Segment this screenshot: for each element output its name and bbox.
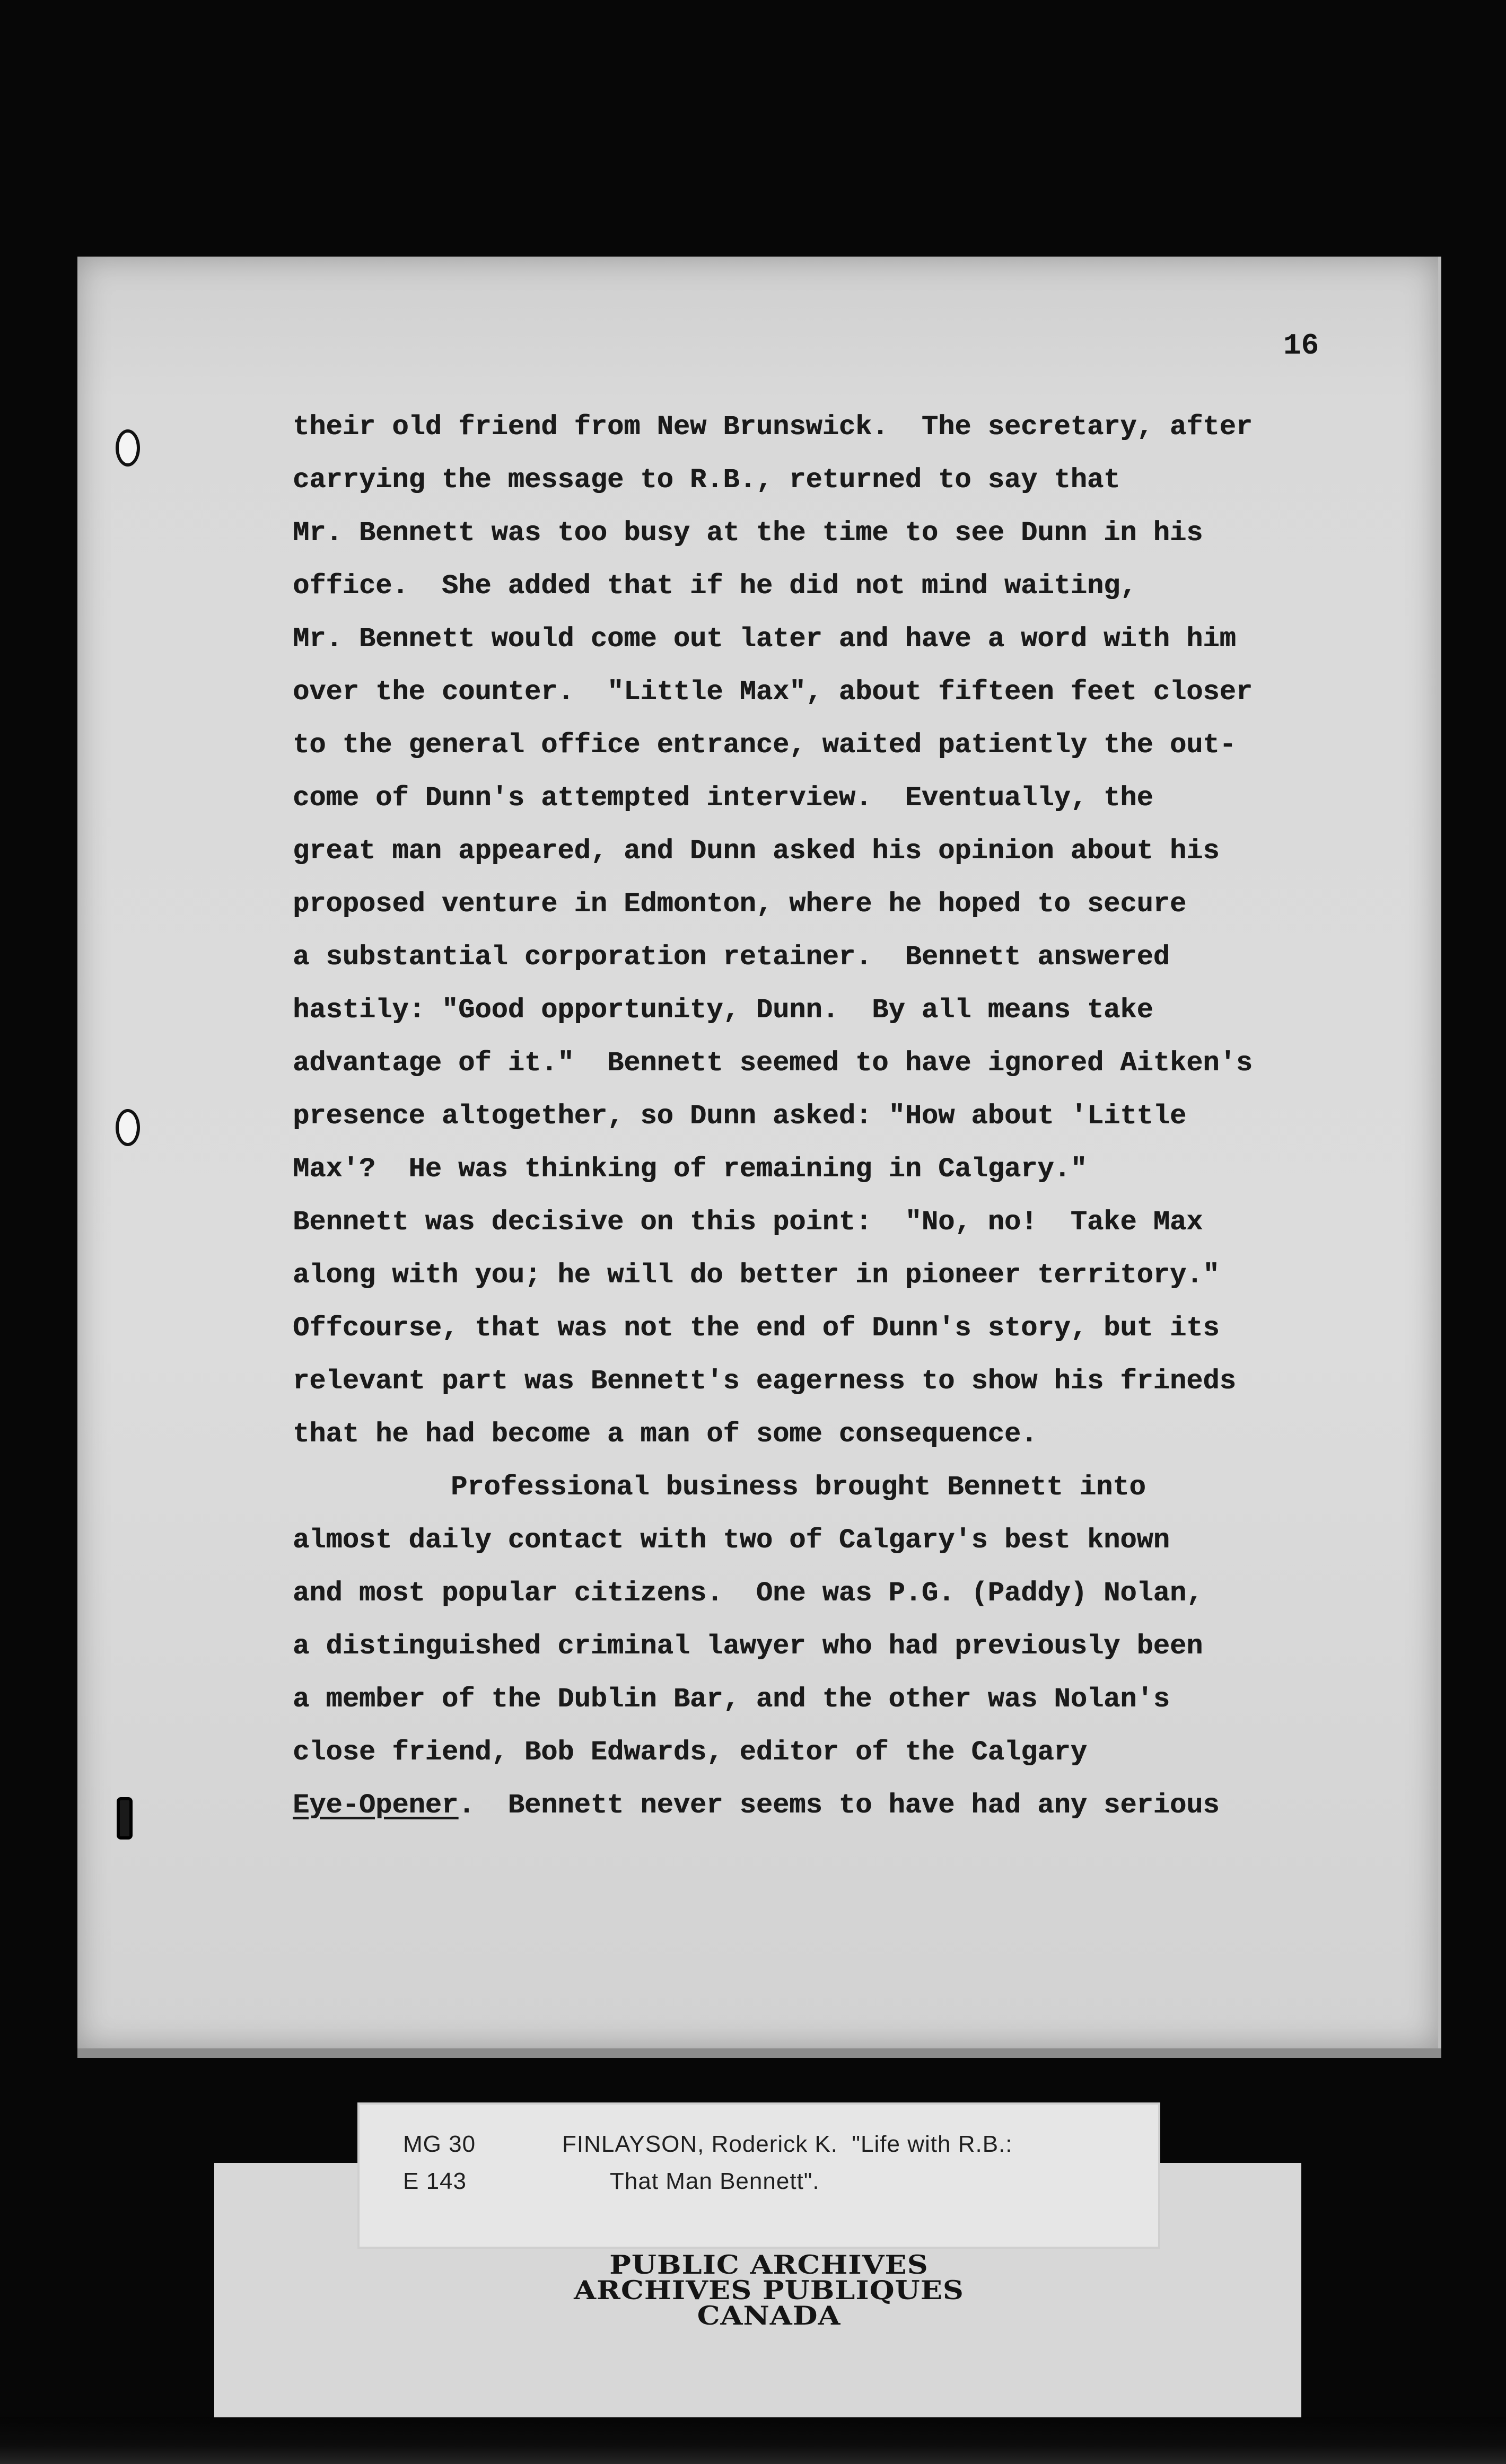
punch-hole-icon [116, 1109, 140, 1146]
text-line [293, 1790, 1220, 1821]
text-line: great man appeared, and Dunn asked his opinion about his [293, 835, 1220, 867]
text-line: presence altogether, so Dunn asked: "How about 'Little [293, 1101, 1187, 1132]
text-line: come of Dunn's attempted interview. Eventually, the [293, 782, 1153, 814]
text-line: Mr. Bennett would come out later and have a word with him [293, 623, 1236, 655]
text-line: carrying the message to R.B., returned to say that [293, 464, 1120, 496]
text-line: relevant part was Bennett's eagerness to show his frineds [293, 1366, 1236, 1397]
paragraph-first-line: Professional business brought Bennett into [451, 1472, 1146, 1503]
text-line: over the counter. "Little Max", about fifteen feet closer [293, 676, 1253, 708]
text-line: and most popular citizens. One was P.G. (Paddy) Nolan, [293, 1578, 1203, 1609]
stamp-line-2: ARCHIVES PUBLIQUES [574, 2275, 964, 2305]
punch-hole-icon [116, 429, 140, 467]
text-line: office. She added that if he did not mind waiting, [293, 570, 1137, 602]
text-line: Bennett was decisive on this point: "No, no! Take Max [293, 1207, 1203, 1238]
text-line: Offcourse, that was not the end of Dunn's story, but its [293, 1313, 1220, 1344]
volume-number: E 143 [403, 2168, 467, 2194]
text-line: a distinguished criminal lawyer who had previously been [293, 1631, 1203, 1662]
text-line: almost daily contact with two of Calgary's best known [293, 1525, 1170, 1556]
text-line: that he had become a man of some consequence. [293, 1419, 1038, 1450]
fonds-number: MG 30 [403, 2131, 476, 2157]
film-edge [0, 2417, 1506, 2464]
text-line: close friend, Bob Edwards, editor of the Calgary [293, 1737, 1087, 1768]
citation-line-1: FINLAYSON, Roderick K. "Life with R.B.: [562, 2131, 1013, 2157]
publication-title: Eye-Opener [293, 1790, 459, 1821]
text-line-rest: . Bennett never seems to have had any serious [458, 1790, 1220, 1821]
page-bottom-edge [77, 2048, 1441, 2058]
text-line: proposed venture in Edmonton, where he hoped to secure [293, 888, 1187, 920]
text-line: along with you; he will do better in pioneer territory." [293, 1260, 1220, 1291]
text-line: hastily: "Good opportunity, Dunn. By all means take [293, 995, 1153, 1026]
text-line: their old friend from New Brunswick. The secretary, after [293, 411, 1253, 443]
text-line: Mr. Bennett was too busy at the time to see Dunn in his [293, 517, 1203, 549]
text-line: a member of the Dublin Bar, and the other was Nolan's [293, 1684, 1170, 1715]
citation-line-2: That Man Bennett". [610, 2168, 820, 2194]
stamp-line-3: CANADA [697, 2300, 841, 2331]
text-line: advantage of it." Bennett seemed to have ignored Aitken's [293, 1048, 1253, 1079]
page-number: 16 [1283, 329, 1319, 363]
text-line: Max'? He was thinking of remaining in Calgary." [293, 1154, 1087, 1185]
stamp-line-1: PUBLIC ARCHIVES [609, 2249, 929, 2280]
binder-clip-icon [117, 1797, 133, 1840]
archives-stamp [477, 2249, 1061, 2331]
text-line: a substantial corporation retainer. Bennett answered [293, 941, 1170, 973]
text-line: to the general office entrance, waited patiently the out- [293, 729, 1236, 761]
